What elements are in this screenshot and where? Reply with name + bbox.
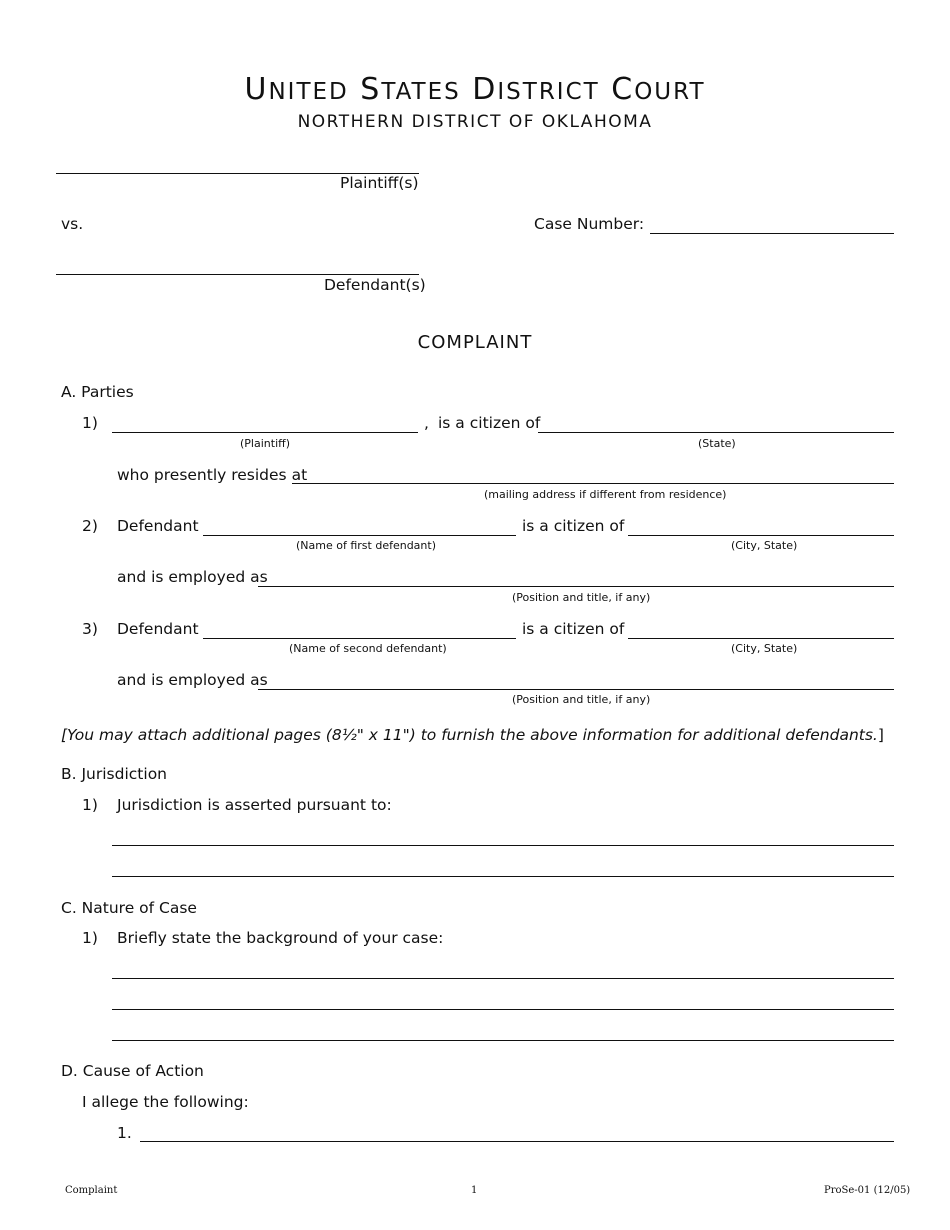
- footer-form-id: ProSe-01 (12/05): [824, 1185, 911, 1196]
- document-title: COMPLAINT: [417, 332, 533, 353]
- jurisdiction-line-2[interactable]: [112, 876, 894, 877]
- defendant-2-position-field[interactable]: [258, 689, 894, 690]
- defendant-1-name-sublabel: (Name of first defendant): [296, 539, 436, 552]
- background-line-1[interactable]: [112, 978, 894, 979]
- resides-text: who presently resides at: [117, 466, 308, 484]
- defendant-2-city-sublabel: (City, State): [731, 642, 798, 655]
- cause-item-number: 1.: [117, 1124, 132, 1142]
- mailing-sublabel: (mailing address if different from residence): [484, 488, 727, 501]
- comma: ,: [424, 414, 429, 432]
- item-3-number: 3): [82, 620, 98, 638]
- jurisdiction-text: Jurisdiction is asserted pursuant to:: [117, 796, 392, 814]
- citizen-text: is a citizen of: [438, 414, 541, 432]
- defendant-label: Defendant(s): [324, 276, 426, 294]
- defendant-name-line[interactable]: [56, 274, 419, 275]
- jurisdiction-item-number: 1): [82, 796, 98, 814]
- defendant-1-city-state-field[interactable]: [628, 535, 894, 536]
- jurisdiction-line-1[interactable]: [112, 845, 894, 846]
- section-a-heading: A. Parties: [61, 383, 134, 401]
- defendant-2-name-field[interactable]: [203, 638, 516, 639]
- address-field[interactable]: [292, 483, 894, 484]
- title-word-states: STATES: [360, 72, 461, 107]
- defendant-2-name-sublabel: (Name of second defendant): [289, 642, 447, 655]
- plaintiff-label: Plaintiff(s): [340, 174, 419, 192]
- defendant-1-citizen-text: is a citizen of: [522, 517, 625, 535]
- defendant-1-text: Defendant: [117, 517, 199, 535]
- defendant-2-text: Defendant: [117, 620, 199, 638]
- defendant-1-position-sublabel: (Position and title, if any): [512, 591, 651, 604]
- state-field[interactable]: [538, 432, 894, 433]
- defendant-2-position-sublabel: (Position and title, if any): [512, 693, 651, 706]
- plaintiff-field[interactable]: [112, 432, 418, 433]
- defendant-1-city-sublabel: (City, State): [731, 539, 798, 552]
- title-word-united: UNITED: [244, 72, 349, 107]
- section-b-heading: B. Jurisdiction: [61, 765, 167, 783]
- case-number-label: Case Number:: [534, 215, 645, 233]
- background-line-2[interactable]: [112, 1009, 894, 1010]
- footer-title: Complaint: [65, 1185, 118, 1196]
- court-title: [0, 72, 950, 107]
- vs-label: vs.: [61, 215, 84, 233]
- defendant-2-city-state-field[interactable]: [628, 638, 894, 639]
- background-item-number: 1): [82, 929, 98, 947]
- defendant-1-name-field[interactable]: [203, 535, 516, 536]
- defendant-1-employed-text: and is employed as: [117, 568, 268, 586]
- section-d-heading: D. Cause of Action: [61, 1062, 204, 1080]
- plaintiff-sublabel: (Plaintiff): [240, 437, 290, 450]
- background-line-3[interactable]: [112, 1040, 894, 1041]
- case-number-field[interactable]: [650, 233, 894, 234]
- item-1-number: 1): [82, 414, 98, 432]
- section-c-heading: C. Nature of Case: [61, 899, 197, 917]
- title-word-district: DISTRICT: [472, 72, 600, 107]
- footer-page-number: 1: [471, 1185, 478, 1196]
- title-word-court: COURT: [611, 72, 706, 107]
- defendant-2-employed-text: and is employed as: [117, 671, 268, 689]
- additional-pages-note: [You may attach additional pages (8½" x 11") to furnish the above information for additional defendants.]: [61, 726, 884, 744]
- state-sublabel: (State): [698, 437, 736, 450]
- defendant-1-position-field[interactable]: [258, 586, 894, 587]
- cause-line-1[interactable]: [140, 1141, 894, 1142]
- allege-text: I allege the following:: [82, 1093, 249, 1111]
- court-district: NORTHERN DISTRICT OF OKLAHOMA: [297, 112, 653, 132]
- background-text: Briefly state the background of your case:: [117, 929, 444, 947]
- item-2-number: 2): [82, 517, 98, 535]
- defendant-2-citizen-text: is a citizen of: [522, 620, 625, 638]
